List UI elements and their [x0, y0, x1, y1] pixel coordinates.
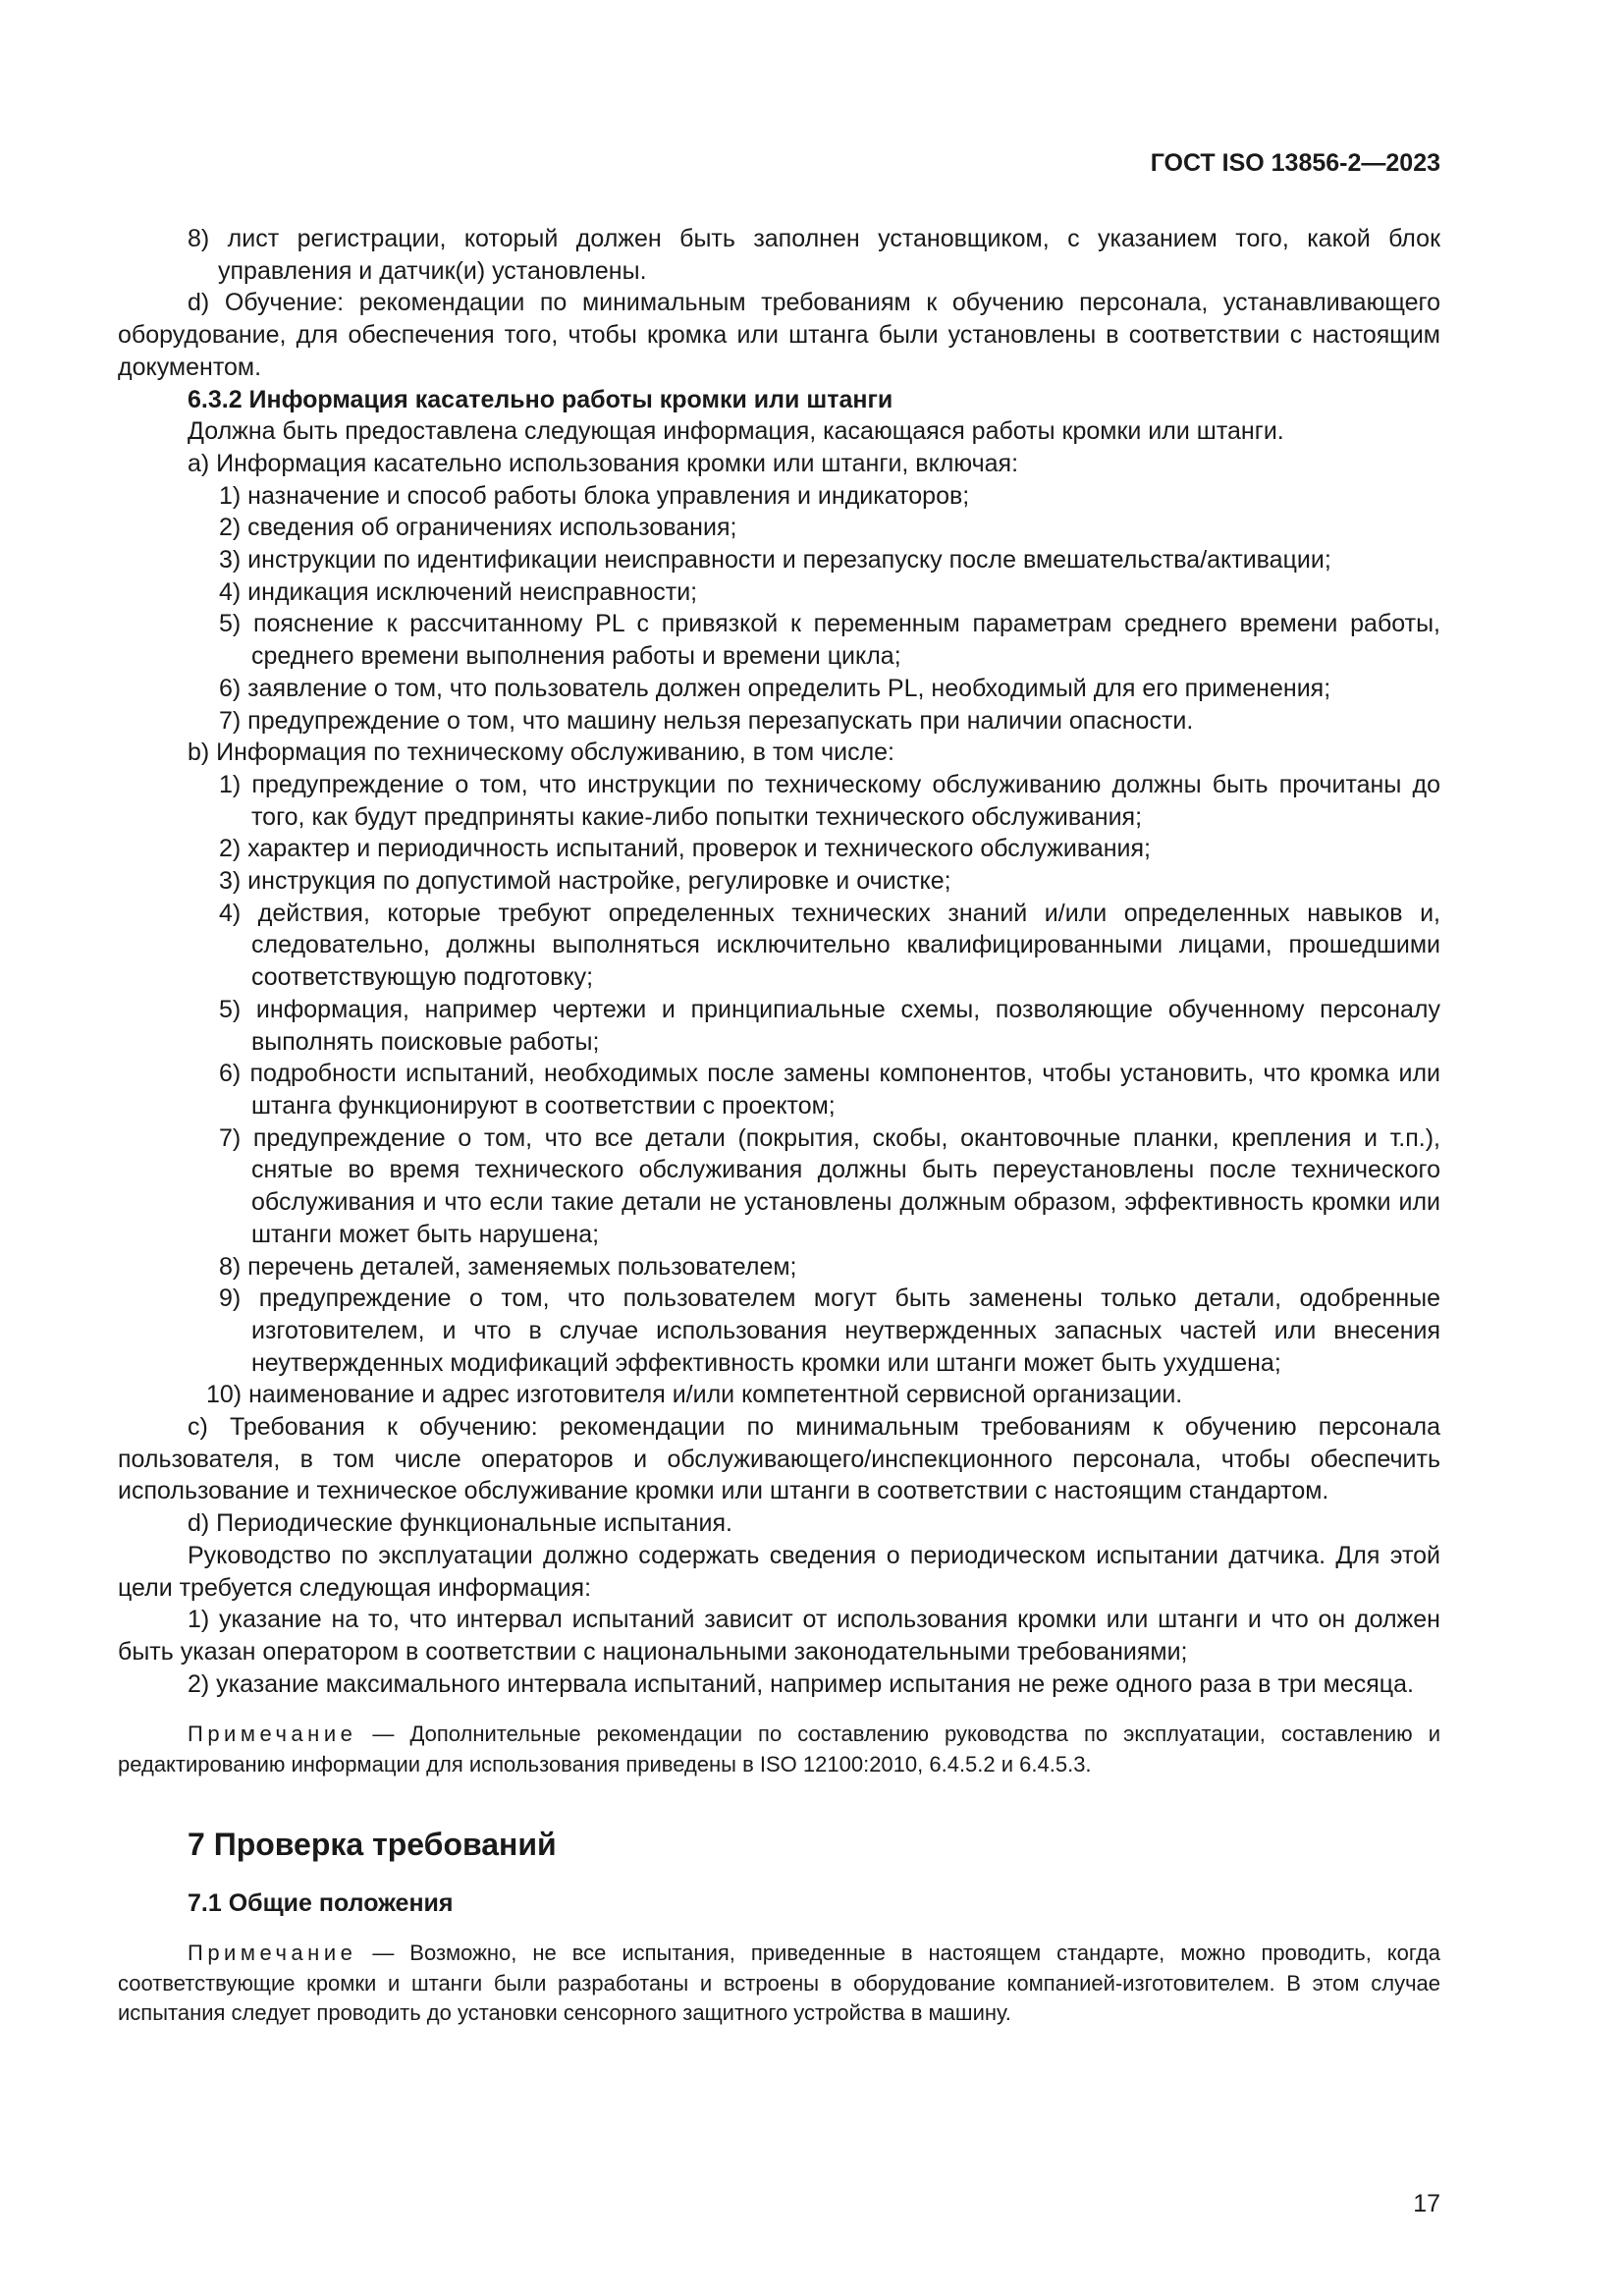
list-item: 2) характер и периодичность испытаний, проверок и технического обслуживания; — [219, 835, 1151, 863]
list-item: 8) перечень деталей, заменяемых пользователем; — [219, 1252, 797, 1281]
list-item: 4) действия, которые требуют определенных технических знаний и/или определенных навыков и, следовательно, должны выполняться исключительно квалифицированными лицами, прошедшими соответствующую подготовку; — [219, 899, 1440, 992]
list-item: 1) указание на то, что интервал испытаний зависит от использования кромки или штанги и что он должен быть указан оператором в соответствии с национальными законодательными требованиями; — [118, 1606, 1440, 1666]
page-body — [118, 223, 1440, 2029]
list-item: 7) предупреждение о том, что все детали (покрытия, скобы, окантовочные планки, крепления и т.п.), снятые во время технического обслуживания должны быть переустановлены после технического обслуживания и что если такие детали не установлены должным образом, эффективность кромки или штанги может быть нарушена; — [219, 1123, 1440, 1248]
list-item: 10) наименование и адрес изготовителя и/или компетентной сервисной организации. — [206, 1381, 1183, 1409]
list-item: 2) указание максимального интервала испытаний, например испытания не реже одного раза в три месяца. — [188, 1669, 1414, 1698]
note-label: Примечание — [188, 1941, 357, 1966]
list-label-b: b) Информация по техническому обслуживанию, в том числе: — [188, 738, 895, 767]
note — [118, 1720, 1440, 1779]
list-item: 8) лист регистрации, который должен быть заполнен установщиком, с указанием того, какой блок управления и датчик(и) установлены. — [188, 225, 1440, 285]
list-item: 6) заявление о том, что пользователь должен определить PL, необходимый для его применения; — [219, 674, 1331, 702]
note — [118, 1939, 1440, 2029]
paragraph: c) Требования к обучению: рекомендации по минимальным требованиям к обучению персонала пользователя, в том числе операторов и обслуживающего/инспекционного персонала, чтобы обеспечить использование и техническое обслуживание кромки или штанги в соответствии с настоящим стандартом. — [118, 1413, 1440, 1505]
list-item: 1) назначение и способ работы блока управления и индикаторов; — [219, 481, 970, 510]
list-item: 2) сведения об ограничениях использования; — [219, 514, 737, 542]
document-id-header: ГОСТ ISO 13856-2—2023 — [1150, 149, 1440, 177]
section-title-6-3-2: 6.3.2 Информация касательно работы кромки или штанги — [188, 385, 893, 413]
note-label: Примечание — [188, 1722, 357, 1747]
section-title-7: 7 Проверка требований — [188, 1827, 557, 1863]
paragraph: d) Обучение: рекомендации по минимальным требованиям к обучению персонала, устанавливающего оборудование, для обеспечения того, чтобы кромка или штанга были установлены в соответствии с настоящим документом. — [118, 289, 1440, 381]
page-number: 17 — [1413, 2190, 1440, 2217]
list-item: 6) подробности испытаний, необходимых после замены компонентов, чтобы установить, что кромка или штанга функционируют в соответствии с проектом; — [219, 1060, 1440, 1120]
list-item: 5) пояснение к рассчитанному PL с привязкой к переменным параметрам среднего времени работы, среднего времени выполнения работы и времени цикла; — [219, 610, 1440, 671]
list-item: 4) индикация исключений неисправности; — [219, 577, 698, 606]
note-text: — Возможно, не все испытания, приведенные в настоящем стандарте, можно проводить, когда соответствующие кромки и штанги были разработаны и встроены в оборудование компанией-изготовителем. В этом случае испытания следует проводить до установки сенсорного защитного устройства в машину. — [118, 1941, 1440, 2026]
section-title-7-1: 7.1 Общие положения — [188, 1889, 454, 1918]
list-item: 5) информация, например чертежи и принципиальные схемы, позволяющие обученному персоналу выполнять поисковые работы; — [219, 995, 1440, 1056]
note-text: — Дополнительные рекомендации по составлению руководства по эксплуатации, составлению и редактированию информации для использования приведены в ISO 12100:2010, 6.4.5.2 и 6.4.5.3. — [118, 1722, 1440, 1777]
list-item: 7) предупреждение о том, что машину нельзя перезапускать при наличии опасности. — [219, 706, 1194, 735]
paragraph: Должна быть предоставлена следующая информация, касающаяся работы кромки или штанги. — [188, 417, 1284, 446]
list-label-a: a) Информация касательно использования кромки или штанги, включая: — [188, 449, 1019, 477]
list-item: 1) предупреждение о том, что инструкции по техническому обслуживанию должны быть прочитаны до того, как будут предприняты какие-либо попытки технического обслуживания; — [219, 770, 1440, 831]
list-label-d: d) Периодические функциональные испытания. — [188, 1509, 732, 1538]
list-item: 3) инструкция по допустимой настройке, регулировке и очистке; — [219, 867, 951, 896]
list-item: 3) инструкции по идентификации неисправности и перезапуску после вмешательства/активации; — [219, 546, 1331, 574]
list-item: 9) предупреждение о том, что пользователем могут быть заменены только детали, одобренные изготовителем, и что в случае использования неутвержденных запасных частей или внесения неутвержденных модификаций эффективность кромки или штанги может быть ухудшена; — [219, 1285, 1440, 1377]
paragraph: Руководство по эксплуатации должно содержать сведения о периодическом испытании датчика. Для этой цели требуется следующая информация: — [118, 1541, 1440, 1602]
